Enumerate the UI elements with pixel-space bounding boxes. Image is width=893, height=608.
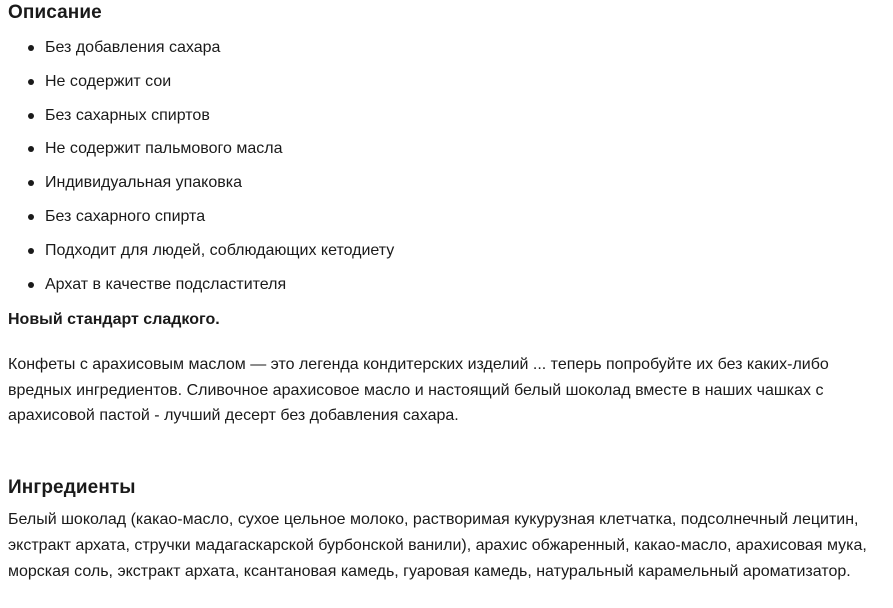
feature-label: Не содержит сои [45,72,172,90]
description-paragraph: Конфеты с арахисовым маслом — это легенда кондитерских изделий ... теперь попробуйте их без каких-либо вредных ингредиентов. Сливочное арахисовое масло и настоящий белый шоколад вместе в наших чашках с арахисовой пастой - лучший десерт без добавления сахара. [8,356,829,424]
description-heading: Описание [8,2,102,23]
feature-list-item [8,239,394,273]
bullet-icon [28,248,34,254]
feature-label: Без сахарного спирта [45,207,206,225]
feature-label: Без сахарных спиртов [45,106,210,124]
bullet-icon [28,146,34,152]
feature-list [8,36,394,306]
bullet-icon [28,282,34,288]
feature-label: Индивидуальная упаковка [45,174,243,192]
bullet-icon [28,180,34,186]
feature-list-item [8,273,394,307]
feature-label: Не содержит пальмового масла [45,140,283,158]
feature-list-item [8,70,394,104]
feature-label: Архат в качестве подсластителя [45,275,287,293]
bullet-icon [28,45,34,51]
feature-list-item [8,171,394,205]
feature-list-item [8,104,394,138]
feature-list-item [8,36,394,70]
bullet-icon [28,113,34,119]
feature-label: Подходит для людей, соблюдающих кетодиету [45,241,395,259]
feature-list-item [8,205,394,239]
ingredients-paragraph: Белый шоколад (какао-масло, сухое цельное молоко, растворимая кукурузная клетчатка, подсолнечный лецитин, экстракт архата, стручки мадагаскарской бурбонской ванили), арахис обжаренный, какао-масло, арахисовая мука, морская соль, экстракт архата, ксантановая камедь, гуаровая камедь, натуральный карамельный ароматизатор. [8,511,867,580]
feature-label: Без добавления сахара [45,39,221,56]
feature-list-item [8,137,394,171]
bullet-icon [28,214,34,220]
bullet-icon [28,79,34,85]
ingredients-heading: Ингредиенты [8,477,136,498]
tagline: Новый стандарт сладкого. [8,311,220,328]
